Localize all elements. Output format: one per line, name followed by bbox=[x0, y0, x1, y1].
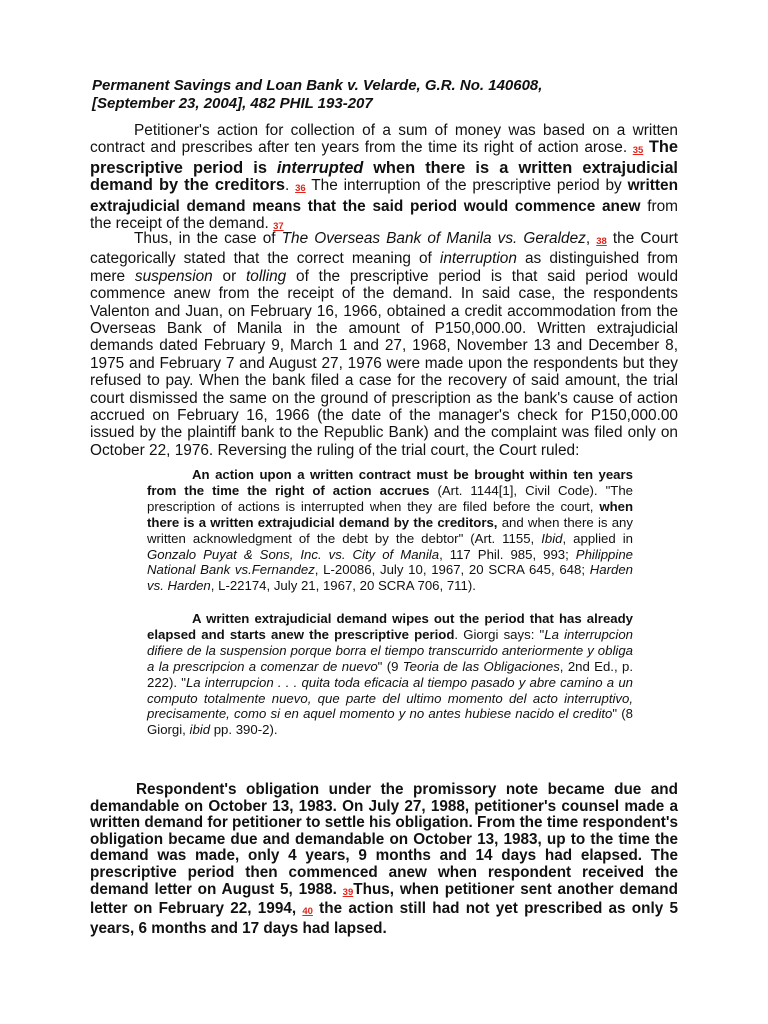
term-interruption: interruption bbox=[439, 250, 517, 268]
p1-text: Petitioner's action for collection of a sum of money was based on a written contract and prescribes after ten years from the time its right of action arose. bbox=[90, 122, 678, 157]
q1-italic-3: Philippine National Bank vs.Fernandez bbox=[147, 546, 633, 578]
q1-bold-2: when there is a written extrajudicial demand by the creditors, bbox=[147, 498, 634, 530]
footnote-link-38[interactable]: 38 bbox=[596, 236, 607, 247]
q2-italic-4: ibid bbox=[189, 722, 211, 738]
paragraph-1 bbox=[90, 122, 678, 235]
case-name: The Overseas Bank of Manila vs. Geraldez bbox=[281, 230, 586, 247]
footnote-link-37[interactable]: 37 bbox=[273, 221, 284, 233]
paragraph-conclusion bbox=[90, 782, 678, 937]
q2-text-2: " (9 bbox=[377, 658, 399, 674]
term-tolling: tolling bbox=[246, 267, 287, 285]
citation-line-1: Permanent Savings and Loan Bank v. Velarde, G.R. No. 140608, bbox=[92, 77, 543, 94]
footnote-link-36[interactable]: 36 bbox=[295, 183, 306, 195]
p1-period: . bbox=[285, 177, 290, 195]
q1-bold-1: An action upon a written contract must be brought within ten years from the time the right of action accrues bbox=[147, 467, 633, 498]
p1-bold-1: The prescriptive period is bbox=[90, 138, 678, 177]
p2-text-3: as distinguished from mere bbox=[90, 250, 679, 285]
p1-bold-2: when there is a written extrajudicial demand by the creditors bbox=[90, 158, 678, 195]
footnote-link-35[interactable]: 35 bbox=[632, 145, 644, 157]
p2-or: or bbox=[222, 267, 237, 285]
q1-text-2: and when there is any written acknowledgment of the debt by the debtor" (Art. 1155, bbox=[147, 514, 633, 546]
paragraph-2 bbox=[90, 230, 678, 459]
q1-text-4: , 117 Phil. 985, 993; bbox=[439, 546, 569, 562]
p1-text-2: The interruption of the prescriptive period by bbox=[311, 177, 622, 195]
q1-text-1: (Art. 1144[1], Civil Code). "The prescription of actions is interrupted when they are filed before the court, bbox=[147, 482, 633, 514]
final-text-1: Respondent's obligation under the promissory note became due and demandable on October 13, 1983. On July 27, 1988, petitioner's counsel made a written demand for petitioner to settle his obligation. From the time respondent's obligation became due and demandable on October 13, 1983, up to the time the demand was made, only 4 years, 9 months and 14 days had elapsed. The prescriptive period then commenced anew when respondent received the demand letter on August 5, 1988. bbox=[90, 781, 678, 898]
q1-italic-2: Gonzalo Puyat & Sons, Inc. vs. City of Manila bbox=[147, 546, 440, 562]
p2-text-4: of the prescriptive period is that said period would commence anew from the receipt of the demand. In said case, the respondents Valenton and Juan, on February 16, 1966, obtained a credit accommodation from the Overseas Bank of Manila in the amount of P150,000.00. Written extrajudicial demands dated February 9, March 1 and 27, 1968, November 13 and December 8, 1975 and February 7 and August 27, 1976 were made upon the respondents but they refused to pay. When the bank filed a case for the recovery of said amount, the trial court dismissed the same on the ground of prescription as the bank's cause of action accrued on February 16, 1966 (the date of the manager's check for P150,000.00 issued by the plaintiff bank to the Republic Bank) and the complaint was filed only on October 22, 1976. Reversing the ruling of the trial court, the Court ruled: bbox=[90, 267, 679, 459]
footnote-link-40[interactable]: 40 bbox=[302, 906, 313, 918]
case-citation bbox=[92, 77, 692, 113]
q2-text-1: . Giorgi says: " bbox=[454, 626, 545, 642]
final-text-3: the action still had not yet prescribed as only 5 years, 6 months and 17 days had lapsed. bbox=[90, 900, 678, 937]
final-text-2: Thus, when petitioner sent another demand letter on February 22, 1994, bbox=[90, 880, 678, 918]
p1-text-3: from the receipt of the demand. bbox=[90, 197, 678, 233]
block-quote-1 bbox=[147, 467, 633, 594]
citation-line-2: [September 23, 2004], 482 PHIL 193-207 bbox=[92, 95, 373, 112]
footnote-link-39[interactable]: 39 bbox=[342, 886, 354, 898]
p1-bold-3: written extrajudicial demand means that the said period would commence anew bbox=[90, 177, 679, 215]
term-suspension: suspension bbox=[134, 267, 213, 285]
q1-italic-1: Ibid bbox=[541, 530, 563, 546]
p2-text-2: the Court categorically stated that the correct meaning of bbox=[90, 230, 679, 268]
q2-italic-3: La interrupcion . . . quita toda eficacia al tiempo pasado y abre camino a un computo totalmente nuevo, que parte del ultimo momento del acto interruptivo, precisamente, como si en aquel momento y no antes hubiese nacido el credito bbox=[147, 674, 633, 722]
q1-text-5: , L-20086, July 10, 1967, 20 SCRA 645, 648; bbox=[314, 562, 586, 578]
q1-text-3: , applied in bbox=[562, 530, 633, 546]
q2-bold-1: A written extrajudicial demand wipes out the period that has already elapsed and starts anew the prescriptive period bbox=[147, 611, 633, 642]
q2-italic-2: Teoria de las Obligaciones bbox=[402, 658, 560, 674]
q2-italic-1: La interrupcion difiere de la suspension porque borra el tiempo transcurrido anteriormente y obliga a la prescripcion a comenzar de nuevo bbox=[147, 626, 633, 674]
block-quote-2 bbox=[147, 611, 633, 738]
q2-text-4: " (8 Giorgi, bbox=[147, 706, 633, 738]
p1-bold-italic: interrupted bbox=[276, 158, 364, 177]
q2-text-5: pp. 390-2). bbox=[213, 722, 278, 738]
p2-comma: , bbox=[585, 230, 591, 247]
q2-text-3: , 2nd Ed., p. 222). " bbox=[147, 658, 633, 690]
q1-italic-4: Harden vs. Harden bbox=[147, 562, 634, 594]
q1-text-6: , L-22174, July 21, 1967, 20 SCRA 706, 711). bbox=[210, 578, 476, 594]
p2-text: Thus, in the case of bbox=[134, 230, 276, 247]
